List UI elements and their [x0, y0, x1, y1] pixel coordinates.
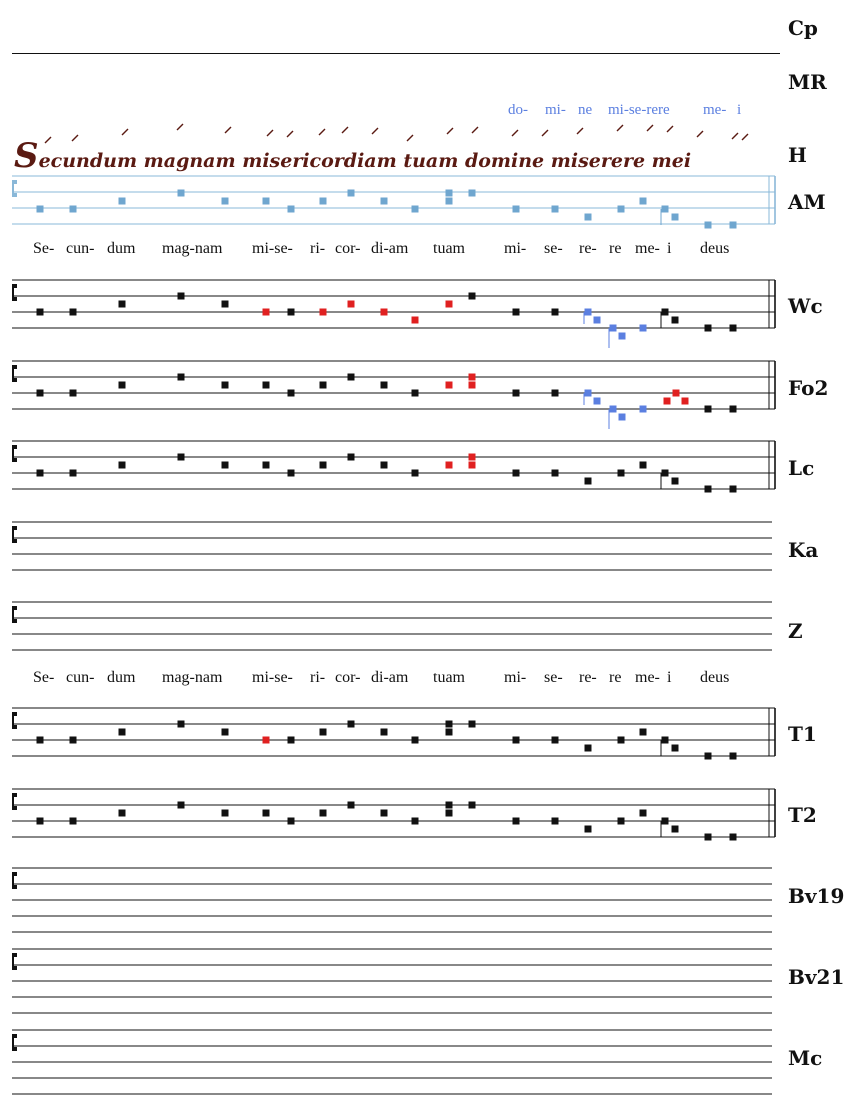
neume-note: [263, 198, 270, 205]
neume-note: [618, 818, 625, 825]
neume-note: [320, 382, 327, 389]
neume-note: [412, 818, 419, 825]
lyric-syllable: Se-: [33, 669, 55, 686]
c-clef-icon: [12, 445, 17, 462]
neume-note: [70, 206, 77, 213]
neume-note: [672, 826, 679, 833]
lyric-syllable: mi-se-: [252, 669, 293, 686]
neume-note: [412, 206, 419, 213]
neume-note: [412, 390, 419, 397]
siglum-ka: Ka: [788, 538, 819, 562]
neume-note: [178, 802, 185, 809]
neume-tick-icon: [472, 127, 478, 133]
siglum-fo2: Fo2: [788, 376, 829, 400]
neume-note: [119, 729, 126, 736]
neume-note: [288, 737, 295, 744]
neume-note: [446, 382, 453, 389]
neume-note: [585, 309, 592, 316]
neume-note: [513, 309, 520, 316]
neume-note: [412, 317, 419, 324]
neume-tick-icon: [122, 129, 128, 135]
neume-note: [552, 737, 559, 744]
neume-note: [618, 206, 625, 213]
neume-note: [222, 198, 229, 205]
neume-note: [594, 398, 601, 405]
neume-note: [610, 406, 617, 413]
neume-note: [178, 293, 185, 300]
lyric-syllable: cor-: [335, 669, 361, 686]
neume-note: [585, 826, 592, 833]
neume-note: [70, 470, 77, 477]
siglum-z: Z: [788, 619, 803, 643]
neume-note: [552, 818, 559, 825]
neume-note: [730, 834, 737, 841]
neume-note: [37, 470, 44, 477]
neume-note: [37, 737, 44, 744]
siglum-bv21: Bv21: [788, 965, 845, 989]
neume-note: [348, 802, 355, 809]
neume-note: [618, 470, 625, 477]
neume-note: [585, 390, 592, 397]
lyric-syllable: me-: [635, 669, 660, 686]
neume-note: [618, 737, 625, 744]
neume-note: [320, 198, 327, 205]
neume-note: [37, 818, 44, 825]
neume-note: [263, 462, 270, 469]
neume-note: [263, 382, 270, 389]
neume-note: [222, 462, 229, 469]
lyric-syllable: cun-: [66, 669, 95, 686]
lyric-syllable: me-: [703, 102, 727, 118]
neume-tick-icon: [577, 128, 583, 134]
lyric-syllable: i: [667, 669, 672, 686]
lyric-syllable: cor-: [335, 240, 361, 257]
neume-note: [640, 198, 647, 205]
c-clef-icon: [12, 1034, 17, 1051]
neume-note: [320, 309, 327, 316]
manuscript-initial: S: [14, 136, 39, 176]
neume-note: [119, 462, 126, 469]
neume-note: [119, 301, 126, 308]
neume-note: [585, 478, 592, 485]
neume-note: [705, 834, 712, 841]
neume-note: [672, 214, 679, 221]
neume-note: [263, 810, 270, 817]
neume-note: [288, 309, 295, 316]
neume-note: [412, 470, 419, 477]
lyric-syllable: di-am: [371, 240, 409, 257]
neume-note: [672, 478, 679, 485]
neume-tick-icon: [512, 130, 518, 136]
neume-tick-icon: [372, 128, 378, 134]
lyric-syllable: mi-: [504, 240, 527, 257]
neume-note: [446, 810, 453, 817]
lyric-syllable: ne: [578, 102, 593, 118]
neume-note: [263, 309, 270, 316]
lyric-syllable: re: [609, 240, 622, 257]
lyric-syllable: deus: [700, 240, 730, 257]
neume-note: [70, 737, 77, 744]
neume-note: [70, 818, 77, 825]
neume-note: [381, 198, 388, 205]
lyric-syllable: me-: [635, 240, 660, 257]
neume-note: [594, 317, 601, 324]
neume-note: [705, 325, 712, 332]
siglum-h: H: [788, 143, 807, 167]
lyric-syllable: re: [609, 669, 622, 686]
lyric-syllable: do-: [508, 102, 528, 118]
neume-note: [119, 382, 126, 389]
neume-note: [37, 390, 44, 397]
neume-note: [640, 325, 647, 332]
neume-note: [673, 390, 680, 397]
siglum-wc: Wc: [788, 294, 823, 318]
lyric-syllable: tuam: [433, 240, 465, 257]
neume-note: [662, 818, 669, 825]
lyric-syllable: dum: [107, 240, 136, 257]
neume-note: [662, 206, 669, 213]
neume-note: [70, 390, 77, 397]
lyric-syllable: mi-se-: [252, 240, 293, 257]
c-clef-icon: [12, 284, 17, 301]
neume-note: [662, 737, 669, 744]
lyric-syllable: ri-: [310, 669, 326, 686]
neume-note: [513, 470, 520, 477]
siglum-mr: MR: [788, 70, 827, 94]
neume-note: [585, 745, 592, 752]
lyric-syllable: se-: [544, 669, 563, 686]
neume-note: [662, 470, 669, 477]
neume-note: [178, 190, 185, 197]
neume-note: [446, 190, 453, 197]
neume-note: [730, 753, 737, 760]
neume-note: [619, 333, 626, 340]
neume-note: [640, 810, 647, 817]
lyric-syllable: re-: [579, 240, 597, 257]
neume-note: [610, 325, 617, 332]
neume-tick-icon: [342, 127, 348, 133]
neume-note: [730, 486, 737, 493]
neume-note: [513, 206, 520, 213]
neume-note: [672, 745, 679, 752]
neume-tick-icon: [177, 124, 183, 130]
neume-note: [412, 737, 419, 744]
neume-note: [469, 382, 476, 389]
neume-note: [664, 398, 671, 405]
neume-note: [672, 317, 679, 324]
neume-note: [446, 198, 453, 205]
neume-note: [730, 406, 737, 413]
siglum-bv19: Bv19: [788, 884, 845, 908]
neume-note: [320, 729, 327, 736]
neume-note: [381, 382, 388, 389]
neume-note: [348, 190, 355, 197]
neume-note: [288, 390, 295, 397]
neume-note: [705, 406, 712, 413]
neume-tick-icon: [447, 128, 453, 134]
manuscript-text: ecundum magnam misericordiam tuam domine miserere mei: [38, 150, 692, 172]
lyric-syllable: dum: [107, 669, 136, 686]
lyric-syllable: i: [737, 102, 742, 118]
lyric-syllable: re-: [579, 669, 597, 686]
c-clef-icon: [12, 180, 17, 197]
neume-note: [348, 454, 355, 461]
neume-note: [469, 293, 476, 300]
neume-note: [37, 309, 44, 316]
neume-tick-icon: [742, 134, 748, 140]
neume-note: [705, 753, 712, 760]
siglum-am: AM: [788, 190, 826, 214]
lyric-syllable: deus: [700, 669, 730, 686]
neume-note: [263, 737, 270, 744]
lyric-syllable: ri-: [310, 240, 326, 257]
lyric-syllable: mi-: [504, 669, 527, 686]
lyric-syllable: mi-se-rere: [608, 102, 670, 118]
neume-note: [119, 810, 126, 817]
neume-note: [469, 462, 476, 469]
neume-note: [469, 190, 476, 197]
lyric-syllable: mag-nam: [162, 240, 223, 257]
neume-note: [469, 721, 476, 728]
neume-note: [552, 390, 559, 397]
neume-note: [469, 374, 476, 381]
c-clef-icon: [12, 365, 17, 382]
neume-note: [552, 206, 559, 213]
c-clef-icon: [12, 793, 17, 810]
neume-note: [640, 406, 647, 413]
neume-note: [662, 309, 669, 316]
siglum-t2: T2: [788, 803, 817, 827]
neume-note: [446, 462, 453, 469]
neume-note: [446, 301, 453, 308]
lyric-syllable: cun-: [66, 240, 95, 257]
neume-note: [222, 382, 229, 389]
neume-note: [730, 222, 737, 229]
neume-note: [178, 721, 185, 728]
neume-note: [619, 414, 626, 421]
lyric-syllable: se-: [544, 240, 563, 257]
neume-note: [70, 309, 77, 316]
neume-note: [640, 729, 647, 736]
neume-note: [288, 818, 295, 825]
siglum-mc: Mc: [788, 1046, 823, 1070]
neume-tick-icon: [72, 135, 78, 141]
neume-note: [222, 810, 229, 817]
siglum-lc: Lc: [788, 456, 815, 480]
neume-tick-icon: [407, 135, 413, 141]
neume-note: [178, 454, 185, 461]
neume-tick-icon: [732, 133, 738, 139]
neume-note: [469, 454, 476, 461]
lyric-syllable: di-am: [371, 669, 409, 686]
neume-tick-icon: [319, 129, 325, 135]
neume-note: [288, 470, 295, 477]
c-clef-icon: [12, 872, 17, 889]
neume-note: [640, 462, 647, 469]
neume-note: [469, 802, 476, 809]
neume-note: [446, 802, 453, 809]
neume-tick-icon: [697, 131, 703, 137]
c-clef-icon: [12, 953, 17, 970]
neume-note: [513, 737, 520, 744]
neume-tick-icon: [225, 127, 231, 133]
neume-note: [320, 462, 327, 469]
neume-note: [222, 729, 229, 736]
siglum-cp: Cp: [788, 16, 818, 40]
neume-note: [348, 721, 355, 728]
siglum-t1: T1: [788, 722, 817, 746]
neume-tick-icon: [667, 126, 673, 132]
neume-tick-icon: [647, 125, 653, 131]
neume-note: [446, 721, 453, 728]
neume-tick-icon: [542, 130, 548, 136]
neume-note: [682, 398, 689, 405]
neume-note: [348, 301, 355, 308]
c-clef-icon: [12, 526, 17, 543]
neume-note: [381, 729, 388, 736]
neume-note: [381, 810, 388, 817]
neume-note: [288, 206, 295, 213]
lyric-syllable: mi-: [545, 102, 566, 118]
neume-note: [119, 198, 126, 205]
neume-note: [585, 214, 592, 221]
neume-note: [552, 309, 559, 316]
neume-note: [381, 462, 388, 469]
neume-note: [348, 374, 355, 381]
neume-tick-icon: [267, 130, 273, 136]
neume-tick-icon: [45, 137, 51, 143]
neume-note: [513, 818, 520, 825]
neume-note: [705, 222, 712, 229]
neume-note: [513, 390, 520, 397]
neume-note: [730, 325, 737, 332]
lyric-syllable: mag-nam: [162, 669, 223, 686]
c-clef-icon: [12, 712, 17, 729]
lyric-syllable: i: [667, 240, 672, 257]
neume-note: [320, 810, 327, 817]
neume-tick-icon: [287, 131, 293, 137]
lyric-syllable: tuam: [433, 669, 465, 686]
neume-tick-icon: [617, 125, 623, 131]
c-clef-icon: [12, 606, 17, 623]
neume-note: [222, 301, 229, 308]
neume-note: [552, 470, 559, 477]
neume-note: [446, 729, 453, 736]
neume-note: [178, 374, 185, 381]
neume-note: [381, 309, 388, 316]
neume-note: [37, 206, 44, 213]
neume-note: [705, 486, 712, 493]
lyric-syllable: Se-: [33, 240, 55, 257]
